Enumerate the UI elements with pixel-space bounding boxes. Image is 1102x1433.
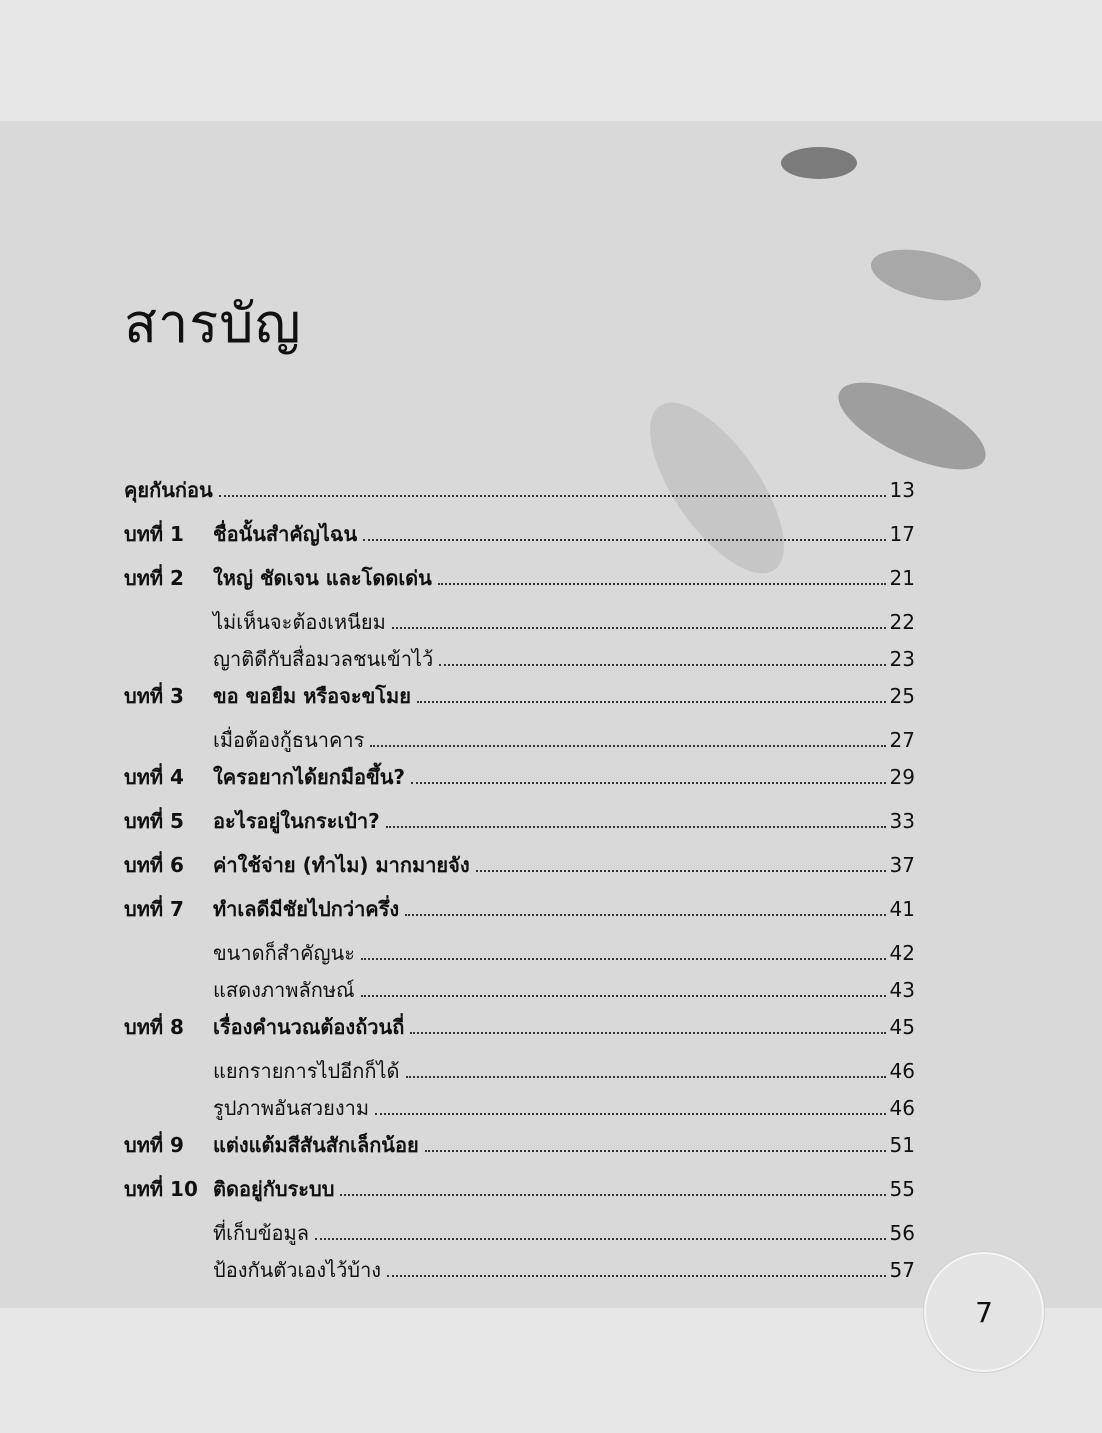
toc-dot-leader xyxy=(361,957,886,960)
toc-dot-leader xyxy=(411,781,886,784)
page-number-badge xyxy=(924,1252,1044,1372)
toc-page-number: 46 xyxy=(889,1096,915,1120)
toc-subentry[interactable] xyxy=(124,937,915,974)
toc-subentry[interactable] xyxy=(124,724,915,761)
toc-entry-title: ติดอยู่กับระบบ xyxy=(213,1177,335,1201)
toc-chapter-number: บทที่ 2 xyxy=(124,566,184,590)
toc-dot-leader xyxy=(363,538,885,541)
toc-subentry[interactable] xyxy=(124,1092,915,1129)
toc-subentry[interactable] xyxy=(124,974,915,1011)
toc-entry-title: ขอ ขอยืม หรือจะขโมย xyxy=(213,684,411,708)
toc-page-number: 57 xyxy=(889,1258,915,1282)
toc-chapter-entry[interactable] xyxy=(124,761,915,805)
toc-page-number: 46 xyxy=(889,1059,915,1083)
toc-dot-leader xyxy=(476,869,886,872)
toc-entry-title: ที่เก็บข้อมูล xyxy=(213,1221,309,1245)
toc-entry-title: เรื่องคำนวณต้องถ้วนถี่ xyxy=(213,1015,405,1039)
toc-chapter-entry[interactable] xyxy=(124,849,915,893)
toc-page-number: 56 xyxy=(889,1221,915,1245)
toc-dot-leader xyxy=(410,1031,885,1034)
toc-page-number: 13 xyxy=(889,478,915,502)
toc-page-number: 17 xyxy=(889,522,915,546)
toc-page-number: 37 xyxy=(889,853,915,877)
toc-page-number: 33 xyxy=(889,809,915,833)
toc-subentry[interactable] xyxy=(124,643,915,680)
toc-subentry[interactable] xyxy=(124,606,915,643)
toc-intro-entry[interactable] xyxy=(124,474,915,518)
toc-dot-leader xyxy=(340,1193,885,1196)
toc-entry-title: ทำเลดีมีชัยไปกว่าครึ่ง xyxy=(213,897,400,921)
toc-page-number: 45 xyxy=(889,1015,915,1039)
toc-page-number: 51 xyxy=(889,1133,915,1157)
toc-entry-title: แสดงภาพลักษณ์ xyxy=(213,978,355,1002)
toc-dot-leader xyxy=(438,582,886,585)
toc-page-number: 42 xyxy=(889,941,915,965)
toc-entry-title: เมื่อต้องกู้ธนาคาร xyxy=(213,728,365,752)
toc-dot-leader xyxy=(439,663,885,666)
toc-chapter-number: บทที่ 7 xyxy=(124,897,184,921)
toc-chapter-entry[interactable] xyxy=(124,805,915,849)
table-of-contents xyxy=(124,474,915,1291)
toc-entry-title: คุยกันก่อน xyxy=(124,478,213,502)
ellipse-medium xyxy=(827,365,997,487)
toc-page-number: 23 xyxy=(889,647,915,671)
toc-dot-leader xyxy=(219,494,886,497)
toc-page-number: 41 xyxy=(889,897,915,921)
page-title: สารบัญ xyxy=(124,292,302,355)
toc-entry-title: ชื่อนั้นสำคัญไฉน xyxy=(213,522,358,546)
ellipse-small xyxy=(866,241,985,309)
toc-entry-title: ขนาดก็สำคัญนะ xyxy=(213,941,355,965)
toc-dot-leader xyxy=(392,626,886,629)
toc-chapter-number: บทที่ 3 xyxy=(124,684,184,708)
toc-entry-title: แยกรายการไปอีกก็ได้ xyxy=(213,1059,400,1083)
ellipse-dark xyxy=(781,147,857,179)
page-number: 7 xyxy=(975,1295,993,1329)
toc-dot-leader xyxy=(315,1237,886,1240)
toc-entry-title: ใหญ่ ชัดเจน และโดดเด่น xyxy=(213,566,432,590)
toc-subentry[interactable] xyxy=(124,1055,915,1092)
toc-entry-title: ญาติดีกับสื่อมวลชนเข้าไว้ xyxy=(213,647,434,671)
toc-dot-leader xyxy=(370,744,885,747)
toc-page-number: 43 xyxy=(889,978,915,1002)
toc-chapter-entry[interactable] xyxy=(124,893,915,937)
toc-chapter-number: บทที่ 8 xyxy=(124,1015,184,1039)
toc-entry-title: รูปภาพอันสวยงาม xyxy=(213,1096,370,1120)
toc-page-number: 22 xyxy=(889,610,915,634)
toc-dot-leader xyxy=(361,994,886,997)
toc-page-number: 27 xyxy=(889,728,915,752)
toc-chapter-number: บทที่ 10 xyxy=(124,1177,198,1201)
toc-dot-leader xyxy=(386,825,886,828)
toc-chapter-entry[interactable] xyxy=(124,562,915,606)
toc-entry-title: ป้องกันตัวเองไว้บ้าง xyxy=(213,1258,382,1282)
toc-entry-title: ไม่เห็นจะต้องเหนียม xyxy=(213,610,386,634)
toc-chapter-number: บทที่ 5 xyxy=(124,809,184,833)
toc-chapter-number: บทที่ 4 xyxy=(124,765,184,789)
toc-subentry[interactable] xyxy=(124,1254,915,1291)
toc-dot-leader xyxy=(375,1112,885,1115)
toc-dot-leader xyxy=(387,1274,885,1277)
toc-chapter-number: บทที่ 1 xyxy=(124,522,184,546)
toc-entry-title: ค่าใช้จ่าย (ทำไม) มากมายจัง xyxy=(213,853,470,877)
toc-chapter-entry[interactable] xyxy=(124,1129,915,1173)
toc-chapter-number: บทที่ 6 xyxy=(124,853,184,877)
toc-chapter-entry[interactable] xyxy=(124,680,915,724)
toc-chapter-entry[interactable] xyxy=(124,518,915,562)
toc-dot-leader xyxy=(405,913,885,916)
toc-subentry[interactable] xyxy=(124,1217,915,1254)
toc-entry-title: อะไรอยู่ในกระเป๋า? xyxy=(213,809,380,833)
toc-page-number: 25 xyxy=(889,684,915,708)
toc-entry-title: ใครอยากได้ยกมือขึ้น? xyxy=(213,765,405,789)
toc-dot-leader xyxy=(417,700,886,703)
toc-page-number: 21 xyxy=(889,566,915,590)
toc-page-number: 29 xyxy=(889,765,915,789)
toc-entry-title: แต่งแต้มสีสันสักเล็กน้อย xyxy=(213,1133,419,1157)
toc-page-number: 55 xyxy=(889,1177,915,1201)
toc-dot-leader xyxy=(406,1075,886,1078)
toc-chapter-entry[interactable] xyxy=(124,1011,915,1055)
toc-chapter-entry[interactable] xyxy=(124,1173,915,1217)
toc-dot-leader xyxy=(425,1149,886,1152)
toc-chapter-number: บทที่ 9 xyxy=(124,1133,184,1157)
